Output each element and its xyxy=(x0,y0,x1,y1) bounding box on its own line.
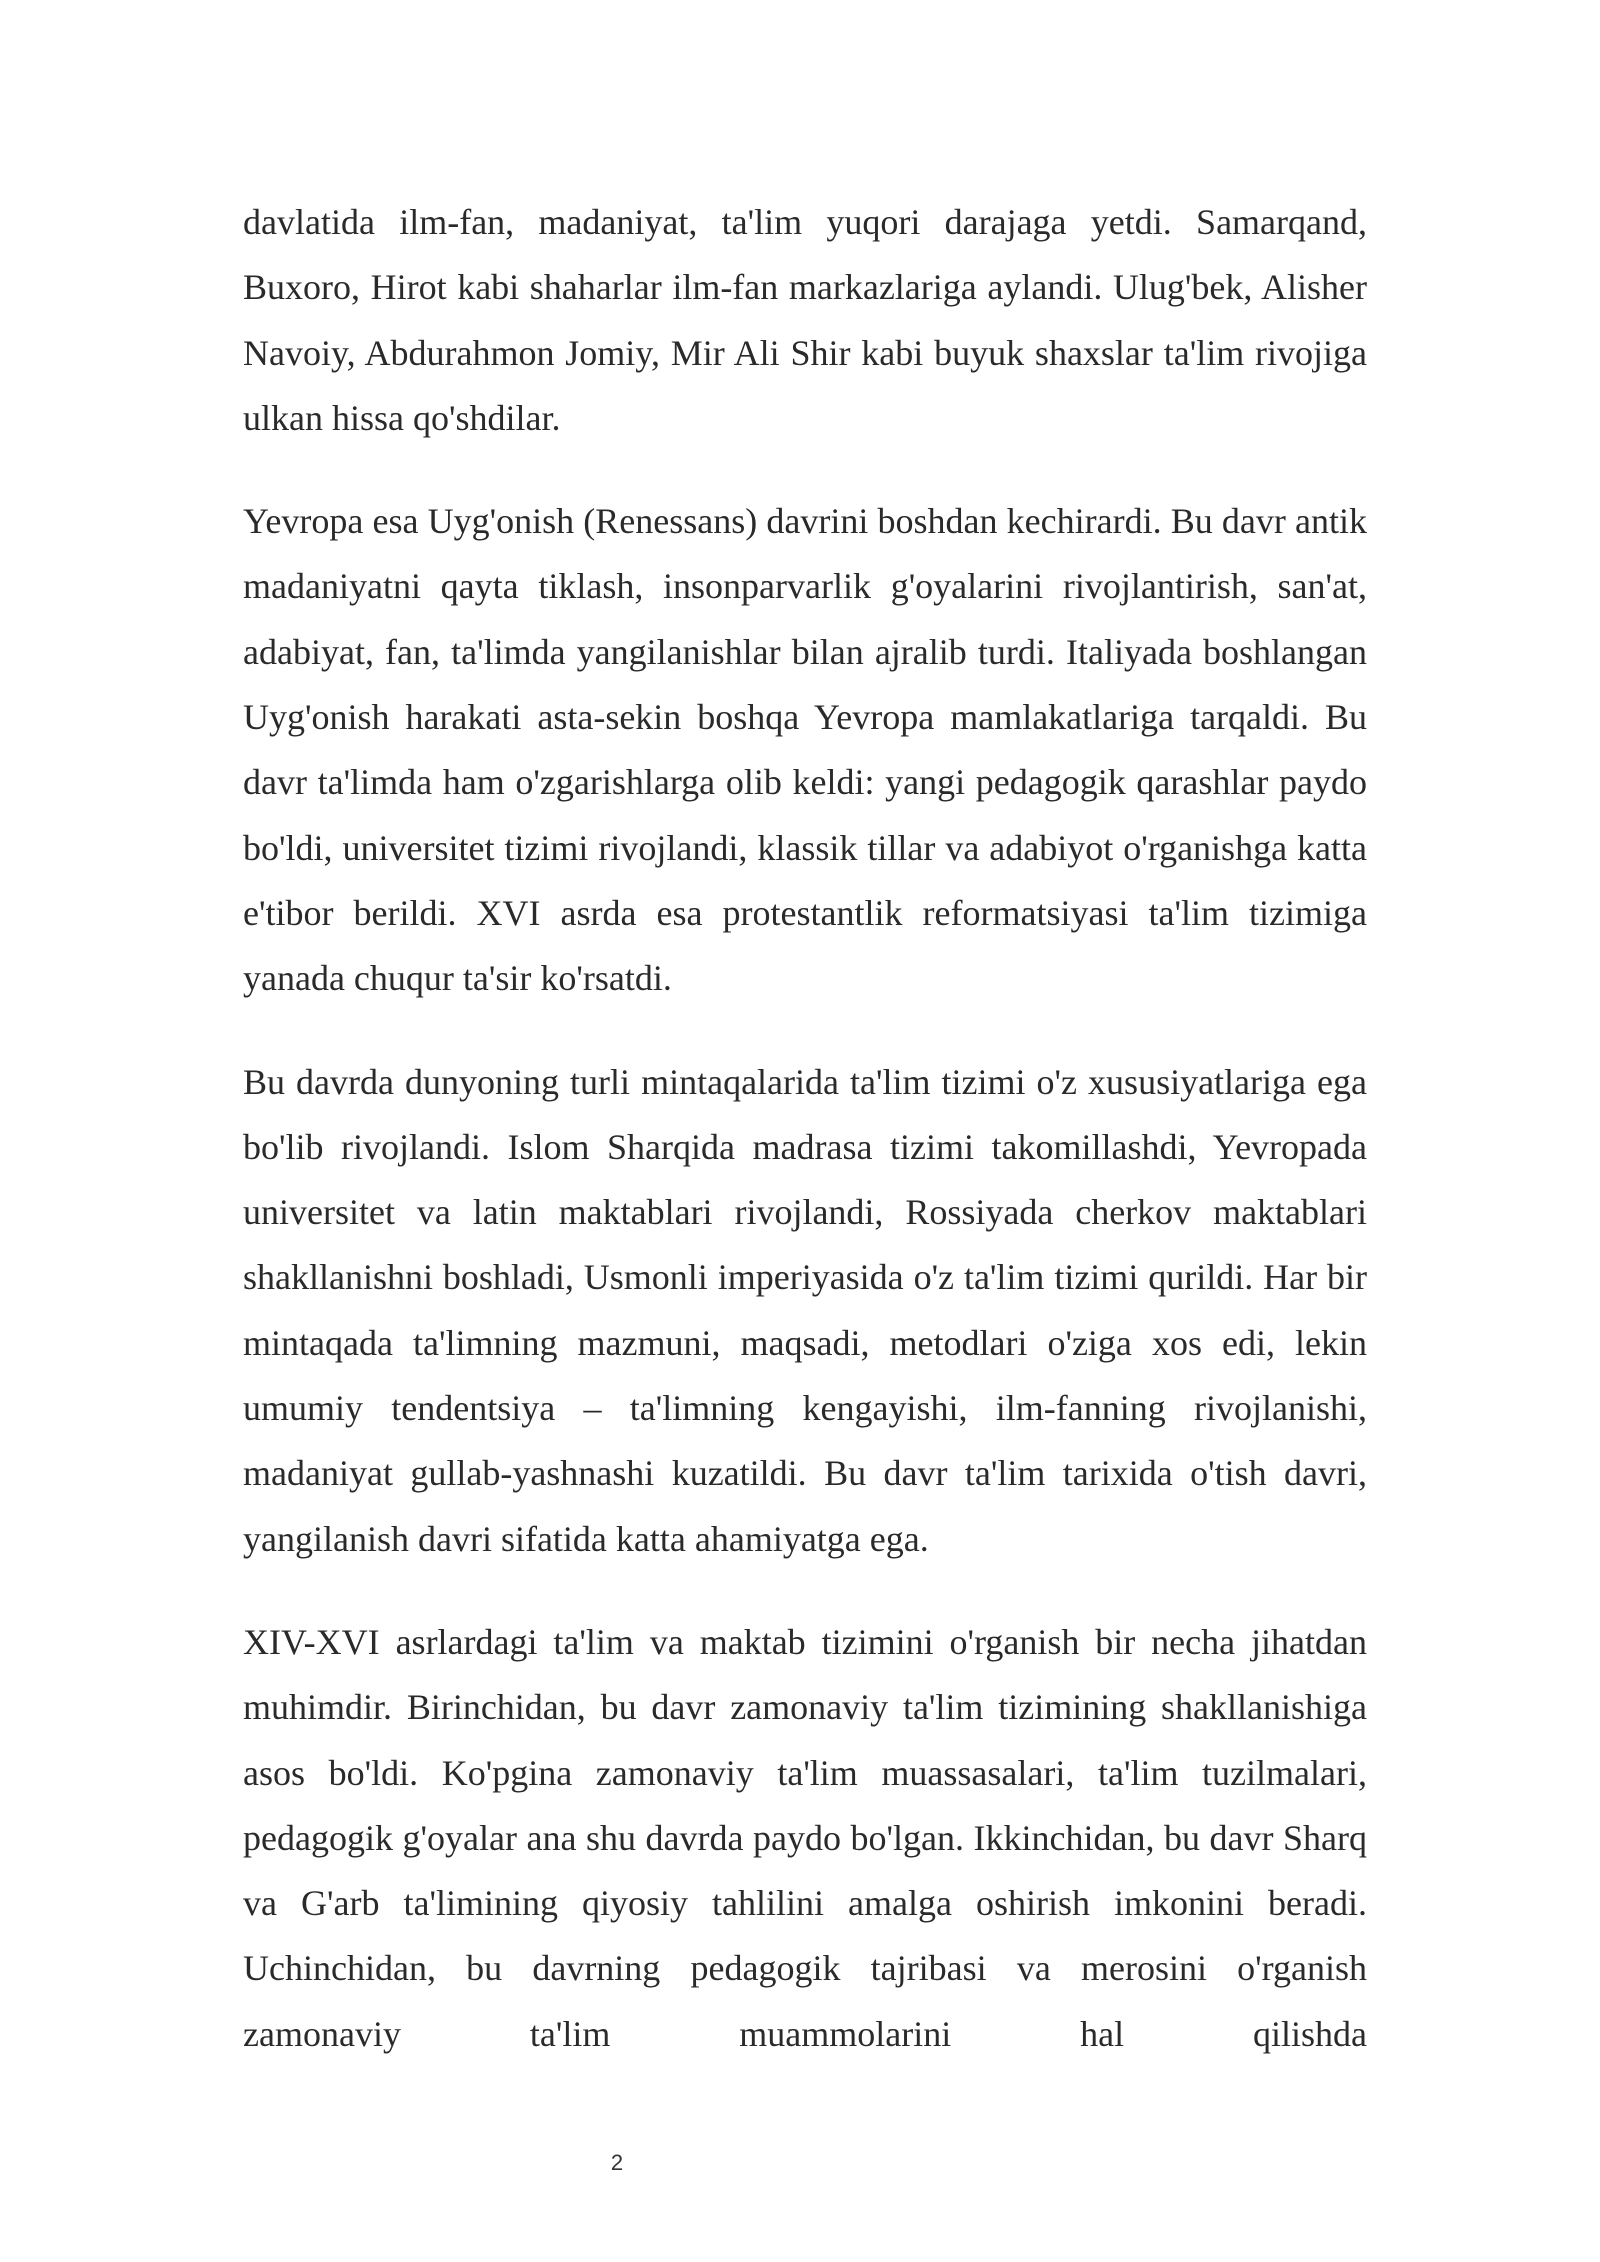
paragraph-2: Yevropa esa Uyg'onish (Renessans) davrini boshdan kechirardi. Bu davr antik madaniyatni qayta tiklash, insonparvarlik g'oyalarini rivojlantirish, san'at, adabiyat, fan, ta'limda yangilanishlar bilan ajralib turdi. Italiyada boshlangan Uyg'onish harakati asta-sekin boshqa Yevropa mamlakatlariga tarqaldi. Bu davr ta'limda ham o'zgarishlarga olib keldi: yangi pedagogik qarashlar paydo bo'ldi, universitet tizimi rivojlandi, klassik tillar va adabiyot o'rganishga katta e'tibor berildi. XVI asrda esa protestantlik reformatsiyasi ta'lim tizimiga yanada chuqur ta'sir ko'rsatdi. xyxy=(243,501,1367,999)
paragraph-4: XIV-XVI asrlardagi ta'lim va maktab tizimini o'rganish bir necha jihatdan muhimdir. Birinchidan, bu davr zamonaviy ta'lim tizimining shakllanishiga asos bo'ldi. Ko'pgina zamonaviy ta'lim muassasalari, ta'lim tuzilmalari, pedagogik g'oyalar ana shu davrda paydo bo'lgan. Ikkinchidan, bu davr Sharq va G'arb ta'limining qiyosiy tahlilini amalga oshirish imkonini beradi. Uchinchidan, bu davrning pedagogik tajribasi va merosini o'rganish zamonaviy ta'lim muammolarini hal qilishda xyxy=(243,1621,1367,2054)
page-number: 2 xyxy=(610,2150,624,2175)
paragraph-1: davlatida ilm-fan, madaniyat, ta'lim yuqori darajaga yetdi. Samarqand, Buxoro, Hirot kabi shaharlar ilm-fan markazlariga aylandi. Ulug'bek, Alisher Navoiy, Abdurahmon Jomiy, Mir Ali Shir kabi buyuk shaxslar ta'lim rivojiga ulkan hissa qo'shdilar. xyxy=(243,202,1367,438)
page-body xyxy=(243,190,1367,2105)
paragraph-3: Bu davrda dunyoning turli mintaqalarida ta'lim tizimi o'z xususiyatlariga ega bo'lib rivojlandi. Islom Sharqida madrasa tizimi takomillashdi, Yevropada universitet va latin maktablari rivojlandi, Rossiyada cherkov maktablari shakllanishni boshladi, Usmonli imperiyasida o'z ta'lim tizimi qurildi. Har bir mintaqada ta'limning mazmuni, maqsadi, metodlari o'ziga xos edi, lekin umumiy tendentsiya – ta'limning kengayishi, ilm-fanning rivojlanishi, madaniyat gullab-yashnashi kuzatildi. Bu davr ta'lim tarixida o'tish davri, yangilanish davri sifatida katta ahamiyatga ega. xyxy=(243,1061,1367,1559)
